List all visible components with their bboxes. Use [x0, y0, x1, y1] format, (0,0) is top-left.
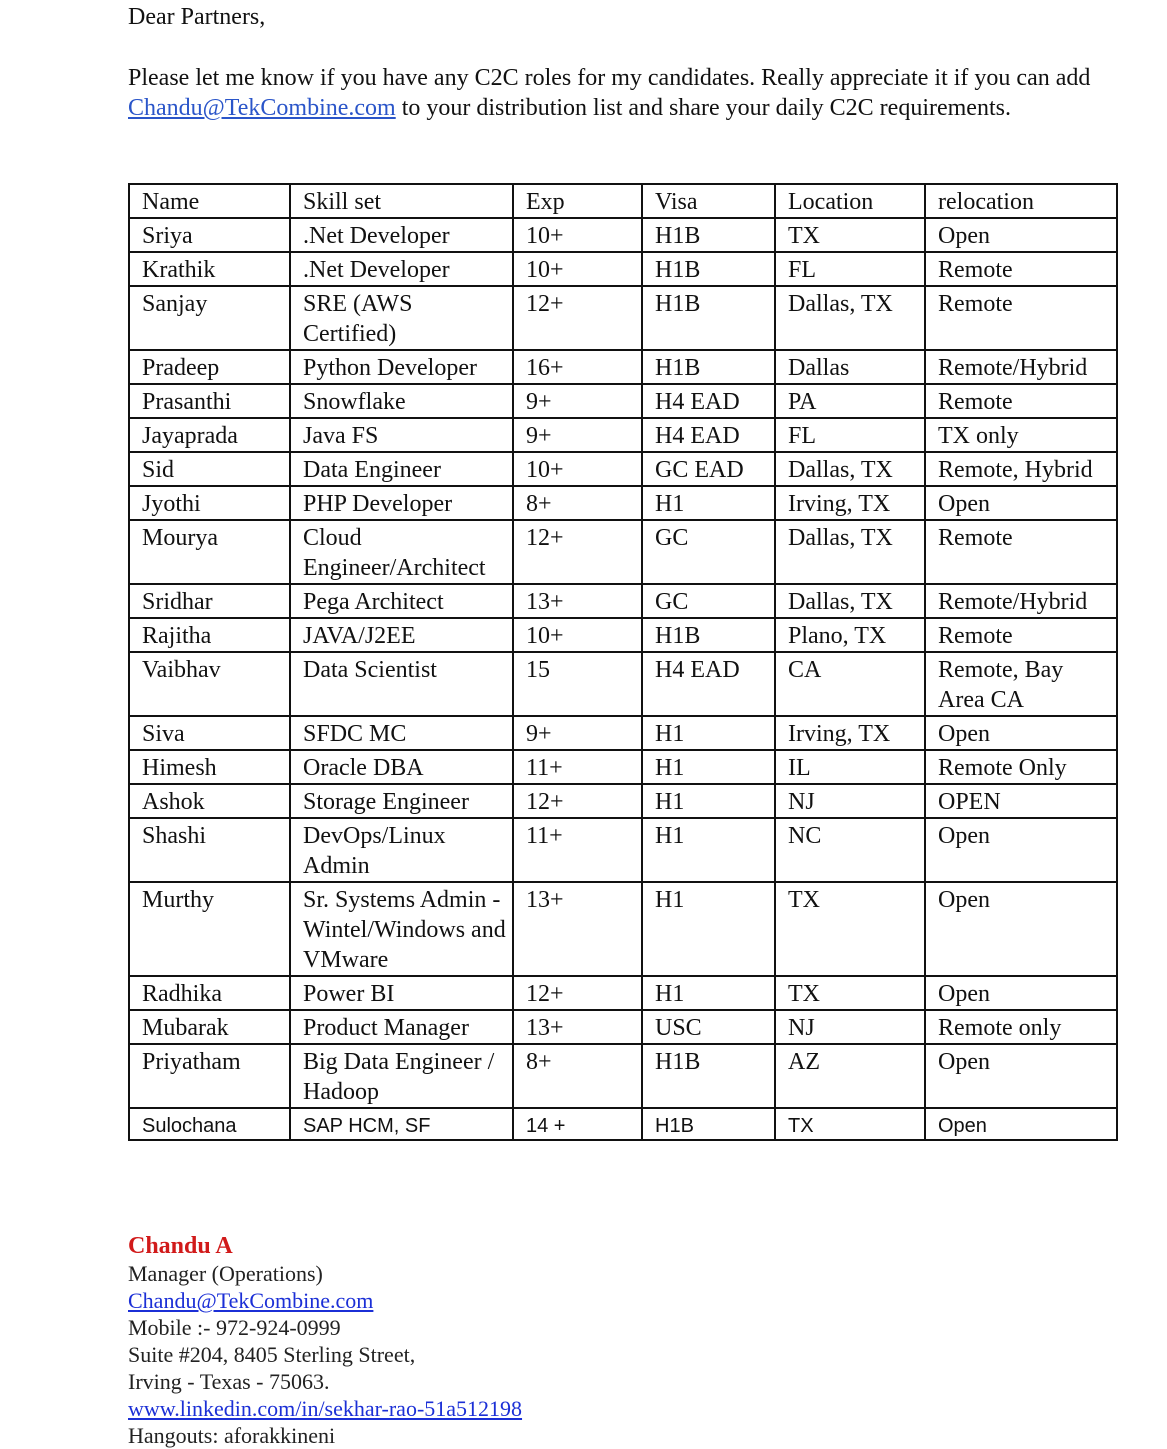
cell-location: IL — [775, 750, 925, 784]
cell-skill-set: PHP Developer — [290, 486, 513, 520]
cell-exp: 10+ — [513, 218, 642, 252]
cell-relocation: Open — [925, 882, 1117, 976]
cell-location: Dallas, TX — [775, 584, 925, 618]
intro-text-end: to your distribution list and share your daily C2C requirements. — [395, 95, 1011, 121]
table-row — [129, 1010, 1117, 1044]
header-relocation: relocation — [925, 184, 1117, 218]
table-header-row — [129, 184, 1117, 218]
cell-exp: 9+ — [513, 384, 642, 418]
cell-relocation: Open — [925, 486, 1117, 520]
cell-relocation: Remote — [925, 520, 1117, 584]
signature-address-line2: Irving - Texas - 75063. — [128, 1369, 330, 1394]
cell-name: Siva — [129, 716, 290, 750]
table-row — [129, 784, 1117, 818]
cell-name: Prasanthi — [129, 384, 290, 418]
header-visa: Visa — [642, 184, 775, 218]
cell-skill-set: SAP HCM, SF — [290, 1108, 513, 1140]
candidates-table — [128, 183, 1118, 1141]
signature-block — [128, 1232, 522, 1449]
cell-skill-set: .Net Developer — [290, 218, 513, 252]
cell-skill-set: DevOps/Linux Admin — [290, 818, 513, 882]
cell-relocation: Open — [925, 1044, 1117, 1108]
cell-relocation: Remote only — [925, 1010, 1117, 1044]
table-row — [129, 716, 1117, 750]
cell-exp: 12+ — [513, 286, 642, 350]
cell-name: Himesh — [129, 750, 290, 784]
intro-email-link[interactable]: Chandu@TekCombine.com — [128, 95, 396, 121]
cell-name: Sid — [129, 452, 290, 486]
cell-exp: 8+ — [513, 1044, 642, 1108]
cell-name: Krathik — [129, 252, 290, 286]
cell-visa: H1B — [642, 618, 775, 652]
cell-location: TX — [775, 976, 925, 1010]
signature-mobile: Mobile :- 972-924-0999 — [128, 1315, 341, 1340]
cell-name: Jayaprada — [129, 418, 290, 452]
cell-skill-set: Cloud Engineer/Architect — [290, 520, 513, 584]
table-row — [129, 252, 1117, 286]
cell-skill-set: Sr. Systems Admin - Wintel/Windows and VMware — [290, 882, 513, 976]
cell-name: Rajitha — [129, 618, 290, 652]
table-row — [129, 452, 1117, 486]
cell-location: AZ — [775, 1044, 925, 1108]
cell-location: TX — [775, 882, 925, 976]
cell-visa: H1B — [642, 218, 775, 252]
cell-exp: 16+ — [513, 350, 642, 384]
header-skill-set: Skill set — [290, 184, 513, 218]
cell-visa: H1B — [642, 1108, 775, 1140]
cell-relocation: Open — [925, 218, 1117, 252]
table-row — [129, 218, 1117, 252]
table-row — [129, 584, 1117, 618]
cell-skill-set: Storage Engineer — [290, 784, 513, 818]
cell-visa: H1B — [642, 350, 775, 384]
cell-name: Mubarak — [129, 1010, 290, 1044]
cell-skill-set: Data Scientist — [290, 652, 513, 716]
header-location: Location — [775, 184, 925, 218]
cell-skill-set: Power BI — [290, 976, 513, 1010]
cell-location: TX — [775, 218, 925, 252]
cell-relocation: OPEN — [925, 784, 1117, 818]
cell-skill-set: Data Engineer — [290, 452, 513, 486]
cell-location: Dallas — [775, 350, 925, 384]
table-row — [129, 384, 1117, 418]
cell-relocation: Open — [925, 976, 1117, 1010]
cell-exp: 13+ — [513, 1010, 642, 1044]
cell-exp: 8+ — [513, 486, 642, 520]
cell-location: NC — [775, 818, 925, 882]
table-row — [129, 652, 1117, 716]
cell-skill-set: SFDC MC — [290, 716, 513, 750]
cell-skill-set: .Net Developer — [290, 252, 513, 286]
greeting: Dear Partners, — [128, 4, 266, 30]
cell-name: Sriya — [129, 218, 290, 252]
cell-exp: 9+ — [513, 716, 642, 750]
cell-visa: H1B — [642, 1044, 775, 1108]
cell-visa: H1 — [642, 784, 775, 818]
cell-relocation: Remote, Bay Area CA — [925, 652, 1117, 716]
cell-relocation: Remote, Hybrid — [925, 452, 1117, 486]
cell-name: Shashi — [129, 818, 290, 882]
signature-email-link[interactable]: Chandu@TekCombine.com — [128, 1288, 374, 1313]
cell-exp: 14 + — [513, 1108, 642, 1140]
signature-name: Chandu A — [128, 1233, 233, 1259]
cell-relocation: TX only — [925, 418, 1117, 452]
cell-skill-set: SRE (AWS Certified) — [290, 286, 513, 350]
cell-location: CA — [775, 652, 925, 716]
cell-relocation: Remote — [925, 286, 1117, 350]
cell-visa: GC EAD — [642, 452, 775, 486]
signature-linkedin-link[interactable]: www.linkedin.com/in/sekhar-rao-51a512198 — [128, 1396, 523, 1421]
cell-location: Irving, TX — [775, 716, 925, 750]
cell-skill-set: Product Manager — [290, 1010, 513, 1044]
cell-visa: H1B — [642, 286, 775, 350]
table-row — [129, 418, 1117, 452]
cell-visa: H1 — [642, 486, 775, 520]
cell-relocation: Open — [925, 818, 1117, 882]
table-row — [129, 750, 1117, 784]
cell-location: Dallas, TX — [775, 452, 925, 486]
cell-skill-set: Big Data Engineer / Hadoop — [290, 1044, 513, 1108]
cell-skill-set: JAVA/J2EE — [290, 618, 513, 652]
cell-relocation: Open — [925, 1108, 1117, 1140]
cell-visa: H1 — [642, 750, 775, 784]
cell-relocation: Remote — [925, 252, 1117, 286]
cell-exp: 15 — [513, 652, 642, 716]
cell-relocation: Remote Only — [925, 750, 1117, 784]
table-row — [129, 286, 1117, 350]
cell-location: TX — [775, 1108, 925, 1140]
cell-name: Murthy — [129, 882, 290, 976]
cell-name: Sanjay — [129, 286, 290, 350]
cell-relocation: Open — [925, 716, 1117, 750]
cell-visa: H4 EAD — [642, 652, 775, 716]
intro-paragraph — [128, 63, 1128, 123]
cell-visa: USC — [642, 1010, 775, 1044]
cell-location: FL — [775, 252, 925, 286]
table-row — [129, 976, 1117, 1010]
intro-text-start: Please let me know if you have any C2C roles for my candidates. Really appreciate it if you can add — [128, 65, 1091, 91]
table-row — [129, 520, 1117, 584]
cell-location: Plano, TX — [775, 618, 925, 652]
cell-name: Mourya — [129, 520, 290, 584]
cell-location: Dallas, TX — [775, 520, 925, 584]
cell-relocation: Remote/Hybrid — [925, 350, 1117, 384]
cell-visa: GC — [642, 520, 775, 584]
signature-title: Manager (Operations) — [128, 1261, 323, 1286]
cell-exp: 10+ — [513, 618, 642, 652]
table-row — [129, 486, 1117, 520]
cell-name: Sulochana — [129, 1108, 290, 1140]
cell-location: NJ — [775, 1010, 925, 1044]
table-row — [129, 618, 1117, 652]
table-row — [129, 882, 1117, 976]
cell-name: Pradeep — [129, 350, 290, 384]
cell-exp: 10+ — [513, 252, 642, 286]
cell-skill-set: Java FS — [290, 418, 513, 452]
cell-visa: H1 — [642, 716, 775, 750]
cell-skill-set: Oracle DBA — [290, 750, 513, 784]
cell-skill-set: Snowflake — [290, 384, 513, 418]
table-row — [129, 1108, 1117, 1140]
header-exp: Exp — [513, 184, 642, 218]
cell-relocation: Remote/Hybrid — [925, 584, 1117, 618]
cell-visa: H4 EAD — [642, 418, 775, 452]
header-name: Name — [129, 184, 290, 218]
cell-exp: 13+ — [513, 882, 642, 976]
cell-visa: H1 — [642, 818, 775, 882]
cell-name: Priyatham — [129, 1044, 290, 1108]
table-row — [129, 818, 1117, 882]
cell-location: PA — [775, 384, 925, 418]
cell-skill-set: Pega Architect — [290, 584, 513, 618]
cell-location: Dallas, TX — [775, 286, 925, 350]
signature-hangouts: Hangouts: aforakkineni — [128, 1423, 336, 1448]
cell-visa: H1 — [642, 976, 775, 1010]
cell-exp: 12+ — [513, 976, 642, 1010]
cell-location: FL — [775, 418, 925, 452]
cell-exp: 10+ — [513, 452, 642, 486]
cell-visa: GC — [642, 584, 775, 618]
cell-name: Ashok — [129, 784, 290, 818]
cell-visa: H1 — [642, 882, 775, 976]
cell-exp: 13+ — [513, 584, 642, 618]
table-row — [129, 350, 1117, 384]
cell-skill-set: Python Developer — [290, 350, 513, 384]
cell-exp: 12+ — [513, 784, 642, 818]
cell-exp: 11+ — [513, 750, 642, 784]
cell-name: Vaibhav — [129, 652, 290, 716]
cell-relocation: Remote — [925, 618, 1117, 652]
cell-name: Radhika — [129, 976, 290, 1010]
signature-address-line1: Suite #204, 8405 Sterling Street, — [128, 1342, 416, 1367]
cell-visa: H4 EAD — [642, 384, 775, 418]
cell-name: Jyothi — [129, 486, 290, 520]
cell-relocation: Remote — [925, 384, 1117, 418]
table-row — [129, 1044, 1117, 1108]
cell-exp: 11+ — [513, 818, 642, 882]
cell-location: Irving, TX — [775, 486, 925, 520]
cell-visa: H1B — [642, 252, 775, 286]
cell-exp: 12+ — [513, 520, 642, 584]
cell-location: NJ — [775, 784, 925, 818]
cell-name: Sridhar — [129, 584, 290, 618]
cell-exp: 9+ — [513, 418, 642, 452]
